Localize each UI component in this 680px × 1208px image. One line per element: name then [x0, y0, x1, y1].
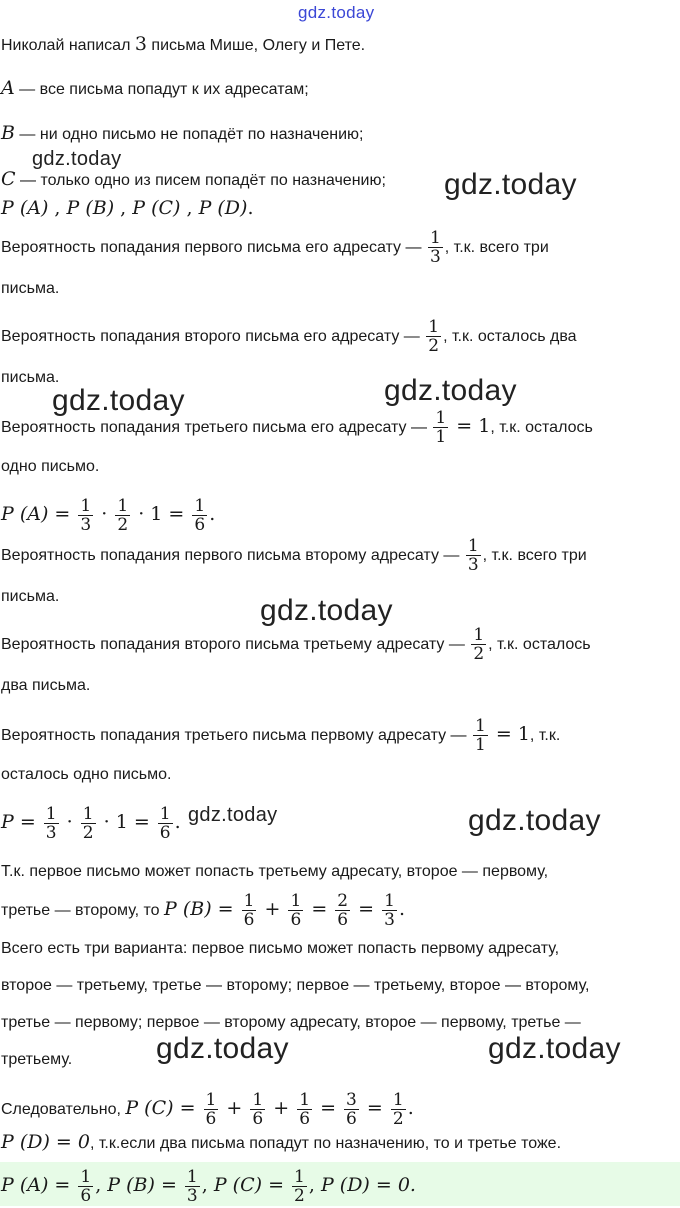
- text: Вероятность попадания второго письма третьему адресату —: [1, 636, 470, 653]
- fraction: [473, 717, 488, 754]
- text: Николай написал: [1, 37, 135, 54]
- fraction: [250, 1091, 265, 1128]
- text-line: третье — первому; первое — второму адресату, второе — первому, третье —: [1, 1014, 581, 1031]
- text: Вероятность попадания первого письма его адресату —: [1, 239, 426, 256]
- math-op: .: [398, 898, 405, 920]
- math-sep: ,: [180, 197, 199, 219]
- denominator: 6: [80, 1186, 92, 1207]
- denominator: 6: [194, 515, 206, 536]
- math-var: A: [1, 77, 15, 99]
- text: , т.к.: [529, 727, 561, 744]
- math-expr: P =: [1, 811, 42, 833]
- formula-pa: [1, 493, 215, 537]
- math-op: .: [209, 503, 216, 525]
- text-line: письма.: [1, 280, 60, 297]
- math-var: B: [1, 122, 15, 144]
- denominator: 3: [186, 1186, 198, 1207]
- text: , т.к. всего три: [444, 239, 549, 256]
- math-op: =: [360, 1097, 389, 1119]
- math-expr: P (D): [198, 197, 248, 219]
- numerator: 1: [299, 1090, 311, 1111]
- watermark: gdz.today: [468, 804, 601, 837]
- numerator: 1: [159, 804, 171, 825]
- text-line: два письма.: [1, 677, 91, 694]
- math-expr: = 1: [489, 723, 530, 745]
- second-letter-probability: [1, 317, 577, 357]
- numerator: 1: [82, 804, 94, 825]
- numerator: 3: [346, 1090, 357, 1111]
- watermark: gdz.today: [32, 148, 122, 170]
- denominator: 1: [475, 735, 486, 756]
- denominator: 6: [299, 1109, 311, 1130]
- fraction: [466, 537, 481, 574]
- event-c-definition: [1, 169, 386, 191]
- denominator: 2: [428, 336, 440, 357]
- numerator: 1: [435, 408, 447, 429]
- math-op: +: [267, 1097, 296, 1119]
- problem-statement: [1, 34, 365, 56]
- denominator: 6: [243, 910, 255, 931]
- fraction: [433, 409, 448, 446]
- math-expr: P (C) =: [125, 1097, 202, 1119]
- fraction: [344, 1091, 359, 1128]
- denominator: 6: [290, 910, 302, 931]
- fraction: [292, 1168, 307, 1205]
- text-line: одно письмо.: [1, 458, 100, 475]
- fraction: [335, 892, 350, 929]
- text-line: третьему.: [1, 1051, 73, 1068]
- math-op: =: [305, 898, 334, 920]
- math-expr: = 1: [450, 415, 491, 437]
- text-line: Т.к. первое письмо может попасть третьему адресату, второе — первому,: [1, 863, 549, 880]
- fraction: [288, 892, 303, 929]
- math-expr: P (A) =: [1, 503, 77, 525]
- denominator: 3: [384, 910, 395, 931]
- text: третье — второму, то: [1, 902, 164, 919]
- fraction: [158, 805, 173, 842]
- first-letter-probability: [1, 228, 549, 268]
- math-number: 3: [134, 33, 147, 55]
- text: Вероятность попадания третьего письма первому адресату —: [1, 727, 471, 744]
- text-line: письма.: [1, 588, 60, 605]
- fraction: [471, 626, 486, 663]
- watermark: gdz.today: [488, 1032, 621, 1065]
- fraction: [204, 1091, 219, 1128]
- denominator: 3: [467, 555, 479, 576]
- denominator: 2: [82, 823, 94, 844]
- math-sep: ,: [201, 1174, 214, 1196]
- text-line: письма.: [1, 369, 60, 386]
- text: письма Мише, Олегу и Пете.: [146, 37, 366, 54]
- math-op: · 1 =: [132, 503, 191, 525]
- numerator: 1: [294, 1167, 305, 1188]
- numerator: 1: [290, 891, 302, 912]
- watermark: gdz.today: [260, 594, 393, 627]
- text-line: второе — третьему, третье — второму; первое — третьему, второе — второму,: [1, 977, 590, 994]
- math-op: =: [352, 898, 381, 920]
- third-to-first-probability: [1, 714, 560, 756]
- math-sep: .: [247, 197, 254, 219]
- numerator: 1: [384, 891, 395, 912]
- denominator: 6: [346, 1109, 357, 1130]
- math-expr: P (C): [132, 197, 181, 219]
- fraction: [78, 1168, 93, 1205]
- text: Вероятность попадания второго письма его адресату —: [1, 328, 425, 345]
- watermark: gdz.today: [188, 804, 278, 826]
- math-op: +: [258, 898, 287, 920]
- text: — только одно из писем попадёт по назначению;: [15, 172, 386, 189]
- formula-pb: [1, 888, 405, 932]
- math-op: +: [220, 1097, 249, 1119]
- fraction: [81, 805, 96, 842]
- math-op: · 1 =: [97, 811, 156, 833]
- denominator: 3: [80, 515, 92, 536]
- math-expr: P (A): [1, 197, 49, 219]
- fraction: [78, 497, 93, 534]
- event-a-definition: [1, 78, 309, 100]
- numerator: 1: [252, 1090, 264, 1111]
- text: — ни одно письмо не попадёт по назначению;: [14, 126, 364, 143]
- math-op: .: [174, 811, 181, 833]
- numerator: 1: [80, 496, 92, 517]
- denominator: 2: [117, 515, 129, 536]
- text: , т.к.если два письма попадут по назначению, то и третье тоже.: [89, 1135, 562, 1152]
- math-op: ·: [60, 811, 79, 833]
- text: , т.к. осталось: [488, 636, 591, 653]
- math-sep: ,: [114, 197, 133, 219]
- numerator: 2: [337, 891, 349, 912]
- math-op: .: [407, 1097, 414, 1119]
- numerator: 1: [475, 716, 486, 737]
- text-line: Всего есть три варианта: первое письмо может попасть первому адресату,: [1, 940, 560, 957]
- math-sep: ,: [308, 1174, 321, 1196]
- math-expr: P (D) = 0.: [320, 1174, 416, 1196]
- math-op: =: [314, 1097, 343, 1119]
- answer-line: [1, 1164, 416, 1208]
- fraction: [242, 892, 257, 929]
- denominator: 3: [429, 247, 441, 268]
- math-expr: P (B): [66, 197, 115, 219]
- denominator: 3: [45, 823, 57, 844]
- fraction: [44, 805, 59, 842]
- watermark: gdz.today: [384, 374, 517, 407]
- fraction: [297, 1091, 312, 1128]
- numerator: 1: [117, 496, 129, 517]
- math-sep: ,: [48, 197, 67, 219]
- text-line: осталось одно письмо.: [1, 766, 172, 783]
- numerator: 1: [186, 1167, 198, 1188]
- math-var: C: [1, 168, 16, 190]
- numerator: 1: [243, 891, 255, 912]
- denominator: 2: [294, 1186, 305, 1207]
- math-op: ·: [95, 503, 114, 525]
- text: , т.к. всего три: [482, 547, 587, 564]
- denominator: 6: [337, 910, 349, 931]
- watermark: gdz.today: [444, 168, 577, 201]
- text: , т.к. осталось: [490, 419, 593, 436]
- fraction: [382, 892, 397, 929]
- fraction: [391, 1091, 406, 1128]
- numerator: 1: [473, 625, 485, 646]
- second-to-third-probability: [1, 625, 591, 665]
- formula-pc: [1, 1087, 414, 1131]
- numerator: 1: [392, 1090, 404, 1111]
- fraction: [185, 1168, 200, 1205]
- math-expr: P (D) = 0: [1, 1131, 90, 1153]
- text: Вероятность попадания первого письма второму адресату —: [1, 547, 464, 564]
- text: Вероятность попадания третьего письма его адресату —: [1, 419, 432, 436]
- denominator: 6: [205, 1109, 217, 1130]
- fraction: [426, 318, 441, 355]
- text: , т.к. осталось два: [443, 328, 577, 345]
- denominator: 2: [392, 1109, 404, 1130]
- numerator: 1: [429, 228, 441, 249]
- numerator: 1: [194, 496, 206, 517]
- denominator: 1: [435, 427, 447, 448]
- watermark: gdz.today: [52, 384, 185, 417]
- numerator: 1: [428, 317, 440, 338]
- denominator: 2: [473, 644, 485, 665]
- math-expr: P (B) =: [164, 898, 240, 920]
- formula-pd: [1, 1132, 561, 1154]
- first-to-second-probability: [1, 536, 587, 576]
- numerator: 1: [45, 804, 57, 825]
- math-expr: P (B) =: [107, 1174, 183, 1196]
- numerator: 1: [205, 1090, 217, 1111]
- math-expr: P (C) =: [213, 1174, 291, 1196]
- denominator: 6: [159, 823, 171, 844]
- fraction: [192, 497, 207, 534]
- watermark-top: gdz.today: [298, 3, 375, 22]
- numerator: 1: [80, 1167, 92, 1188]
- probabilities-list: [1, 198, 254, 220]
- math-expr: P (A) =: [1, 1174, 77, 1196]
- watermark: gdz.today: [156, 1032, 289, 1065]
- formula-p: [1, 801, 181, 845]
- text: Следовательно,: [1, 1101, 126, 1118]
- text: — все письма попадут к их адресатам;: [14, 81, 309, 98]
- denominator: 6: [252, 1109, 264, 1130]
- math-sep: ,: [95, 1174, 108, 1196]
- event-b-definition: [1, 123, 363, 145]
- numerator: 1: [467, 536, 479, 557]
- fraction: [428, 229, 443, 266]
- fraction: [115, 497, 130, 534]
